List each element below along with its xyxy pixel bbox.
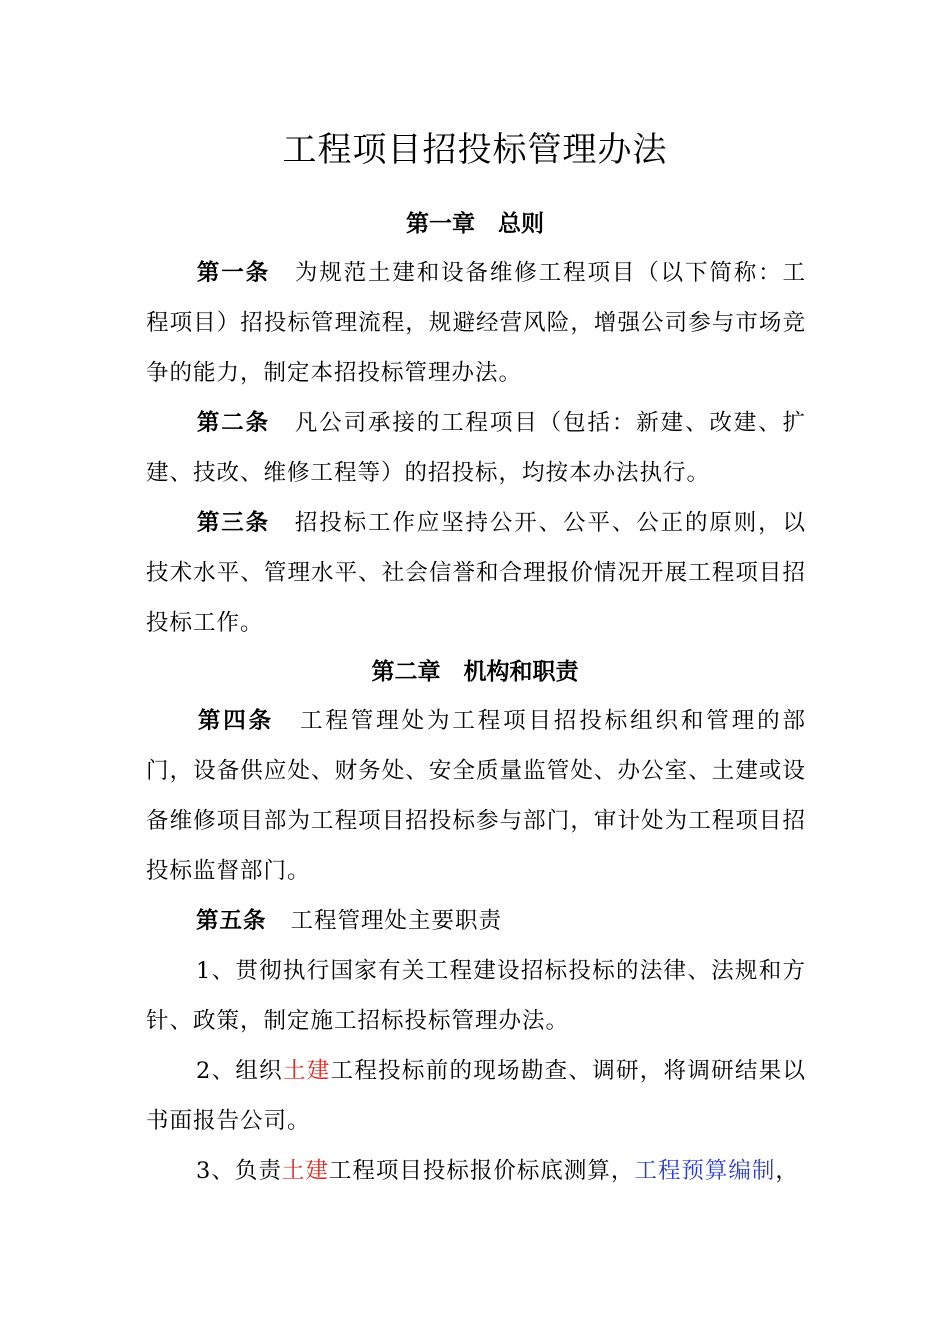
duty-item-2-highlight: 土建	[282, 1058, 331, 1084]
duty-item-2-prefix: 2、组织	[196, 1058, 283, 1084]
article-1-label: 第一条	[196, 260, 271, 286]
article-5	[146, 896, 806, 946]
article-3	[146, 498, 806, 648]
duty-item-3-highlight-red: 土建	[281, 1158, 329, 1184]
duty-item-3-middle: 工程项目投标报价标底测算，	[328, 1158, 635, 1184]
duty-item-2	[146, 1046, 806, 1146]
duty-item-2-suffix: 工程投标前的现场勘查、调研，将调研结果以书面报告公司。	[146, 1058, 806, 1134]
article-4-text: 工程管理处为工程项目招投标组织和管理的部门，设备供应处、财务处、安全质量监管处、办公室、土建或设备维修项目部为工程项目招投标参与部门，审计处为工程项目招投标监督部门。	[146, 708, 806, 884]
chapter-2-heading: 第二章 机构和职责	[371, 659, 579, 685]
duty-item-1-text: 1、贯彻执行国家有关工程建设招标投标的法律、法规和方针、政策，制定施工招标投标管理办法。	[146, 958, 806, 1034]
article-4	[146, 696, 806, 896]
duty-item-1	[146, 946, 806, 1046]
duty-item-3-highlight-blue: 工程预算编制	[634, 1158, 776, 1184]
article-2	[146, 398, 806, 498]
article-3-text: 招投标工作应坚持公开、公平、公正的原则，以技术水平、管理水平、社会信誉和合理报价情况开展工程项目招投标工作。	[146, 510, 806, 636]
document-title: 工程项目招投标管理办法	[282, 130, 668, 170]
article-2-text: 凡公司承接的工程项目（包括：新建、改建、扩建、技改、维修工程等）的招投标，均按本办法执行。	[146, 410, 806, 486]
article-4-label: 第四条	[196, 708, 275, 734]
duty-item-3-prefix: 3、负责	[196, 1158, 282, 1184]
duty-item-3-suffix: ，	[775, 1158, 799, 1184]
chapter-1-heading: 第一章 总则	[406, 211, 544, 237]
article-2-label: 第二条	[196, 410, 271, 436]
article-1-text: 为规范土建和设备维修工程项目（以下简称：工程项目）招投标管理流程，规避经营风险，增强公司参与市场竞争的能力，制定本招投标管理办法。	[146, 260, 806, 386]
article-5-label: 第五条	[196, 908, 267, 934]
article-1	[146, 248, 806, 398]
article-3-label: 第三条	[196, 510, 271, 536]
article-5-text: 工程管理处主要职责	[290, 908, 503, 934]
duty-item-3	[146, 1146, 806, 1196]
